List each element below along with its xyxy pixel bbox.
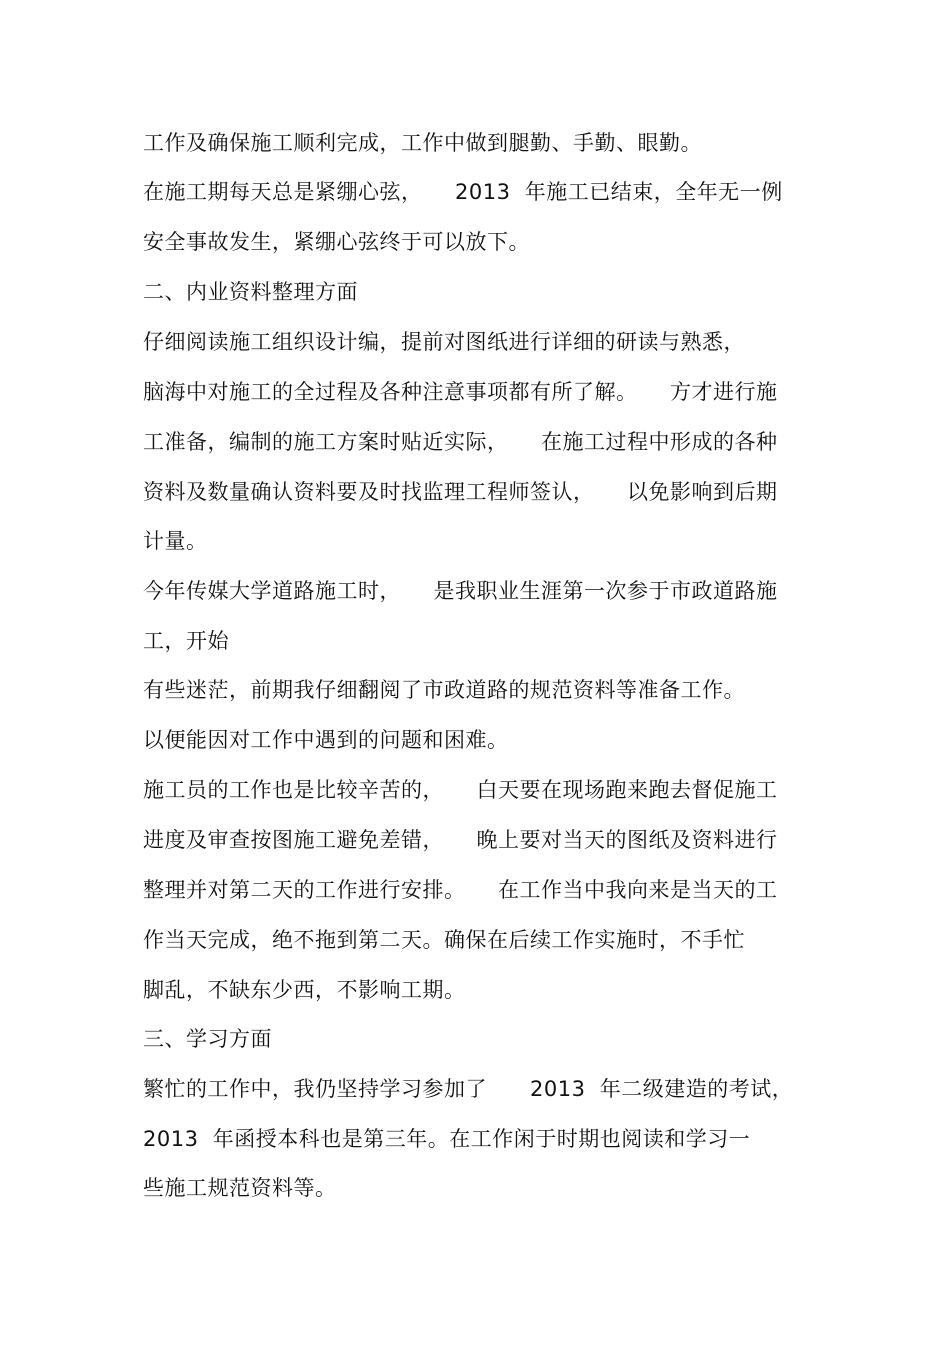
text-line: 些施工规范资料等。	[143, 1176, 337, 1200]
text-line: 脑海中对施工的全过程及各种注意事项都有所了解。 方才进行施	[143, 380, 778, 404]
text-line: 计量。	[143, 529, 208, 553]
text-line: 工作及确保施工顺利完成，工作中做到腿勤、手勤、眼勤。	[143, 131, 702, 155]
text-line: 资料及数量确认资料要及时找监理工程师签认， 以免影响到后期	[143, 480, 778, 504]
text-line: 施工员的工作也是比较辛苦的， 白天要在现场跑来跑去督促施工	[143, 778, 778, 802]
text-line: 2013 年函授本科也是第三年。在工作闲于时期也阅读和学习一	[143, 1127, 751, 1151]
text-line: 今年传媒大学道路施工时， 是我职业生涯第一次参于市政道路施	[143, 579, 778, 603]
text-line: 整理并对第二天的工作进行安排。 在工作当中我向来是当天的工	[143, 878, 778, 902]
text-line: 有些迷茫，前期我仔细翻阅了市政道路的规范资料等准备工作。	[143, 678, 745, 702]
text-line: 脚乱，不缺东少西，不影响工期。	[143, 978, 466, 1002]
text-line: 作当天完成，绝不拖到第二天。确保在后续工作实施时，不手忙	[143, 928, 745, 952]
text-line: 在施工期每天总是紧绷心弦， 2013 年施工已结束，全年无一例	[143, 180, 783, 204]
section-heading: 二、内业资料整理方面	[143, 280, 358, 304]
text-line: 工准备，编制的施工方案时贴近实际， 在施工过程中形成的各种	[143, 430, 778, 454]
text-line: 繁忙的工作中，我仍坚持学习参加了 2013 年二级建造的考试，	[143, 1077, 794, 1101]
text-line: 进度及审查按图施工避免差错， 晚上要对当天的图纸及资料进行	[143, 828, 778, 852]
text-line: 仔细阅读施工组织设计编，提前对图纸进行详细的研读与熟悉，	[143, 330, 745, 354]
section-heading: 三、学习方面	[143, 1027, 272, 1051]
text-line: 安全事故发生，紧绷心弦终于可以放下。	[143, 230, 530, 254]
text-line: 以便能因对工作中遇到的问题和困难。	[143, 728, 509, 752]
text-line: 工，开始	[143, 629, 229, 653]
